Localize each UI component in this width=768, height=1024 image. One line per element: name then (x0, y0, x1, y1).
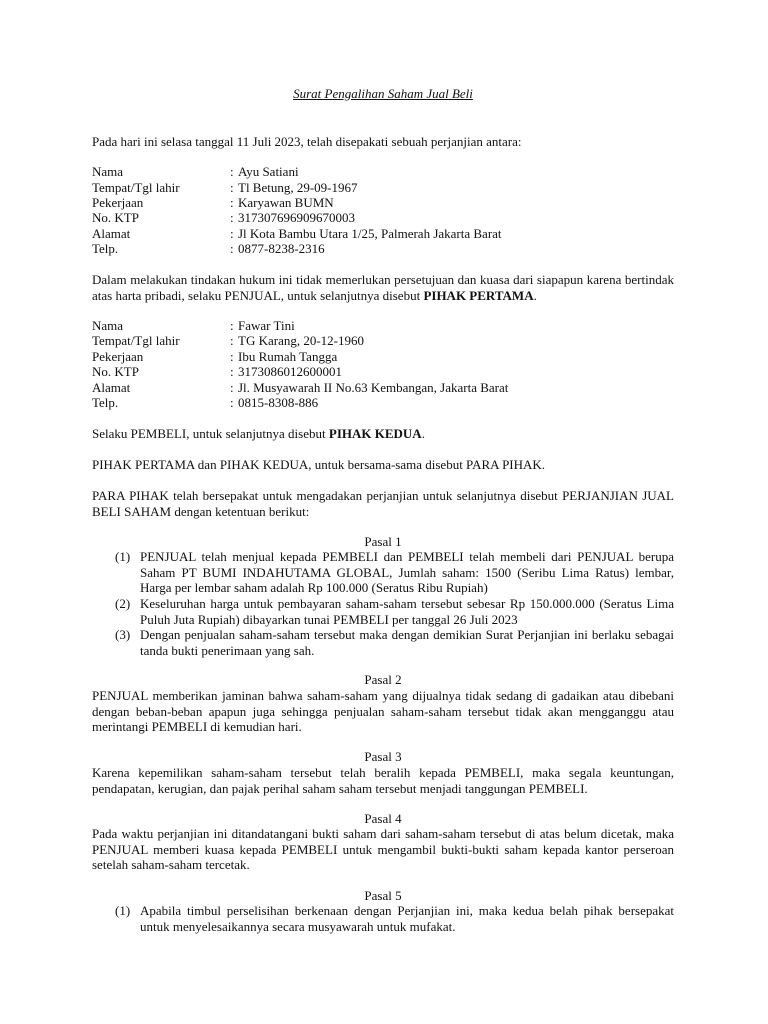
field-label: Nama (92, 318, 124, 333)
field-value: Fawar Tini (238, 318, 295, 333)
field-colon: : (230, 380, 234, 395)
pasal1-item (92, 596, 674, 627)
pasal1-item (92, 627, 674, 658)
item-number: (1) (115, 549, 131, 564)
document-title: Surat Pengalihan Saham Jual Beli (293, 86, 473, 101)
field-colon: : (230, 241, 234, 256)
field-label: Pekerjaan (92, 349, 144, 364)
pasal2-text: PENJUAL memberikan jaminan bahwa saham-saham yang dijualnya tidak sedang di gadaikan atau dibebani dengan beban-beban apapun juga sehingga penjualan saham-saham tersebut tidak akan mengganggu atau merintangi PEMBELI di kemudian hari. (92, 688, 674, 734)
field-value: TG Karang, 20-12-1960 (238, 333, 364, 348)
field-colon: : (230, 226, 234, 241)
field-value: Ibu Rumah Tangga (238, 349, 338, 364)
field-value: Jl Kota Bambu Utara 1/25, Palmerah Jakarta Barat (238, 226, 502, 241)
pasal4-text: Pada waktu perjanjian ini ditandatangani bukti saham dari saham-saham tersebut di atas belum dicetak, maka PENJUAL memberi kuasa kepada PEMBELI untuk mengambil bukti-bukti saham kepada kantor perseroan setelah saham-saham tercetak. (92, 826, 674, 872)
field-value: Tl Betung, 29-09-1967 (238, 180, 358, 195)
field-label: Pekerjaan (92, 195, 144, 210)
item-number: (1) (115, 903, 131, 918)
field-value: 317307696909670003 (238, 210, 355, 225)
item-text: Apabila timbul perselisihan berkenaan dengan Perjanjian ini, maka kedua belah pihak bersepakat untuk menyelesaikannya secara musyawarah untuk mufakat. (140, 903, 674, 934)
field-label: Alamat (92, 380, 131, 395)
party1-row-ktp (92, 210, 674, 226)
field-label: Telp. (92, 395, 119, 410)
field-value: Ayu Satiani (238, 164, 299, 179)
pasal3-text: Karena kepemilikan saham-saham tersebut telah beralih kepada PEMBELI, maka segala keuntungan, pendapatan, kerugian, dan pajak perihal saham saham tersebut menjadi tanggungan PEMBELI. (92, 765, 674, 796)
field-label: Alamat (92, 226, 131, 241)
party2-row-phone (92, 395, 674, 411)
field-value: 3173086012600001 (238, 364, 342, 379)
field-colon: : (230, 180, 234, 195)
pasal5-heading: Pasal 5 (364, 888, 402, 903)
party1-row-address (92, 226, 674, 242)
party2-statement: Selaku PEMBELI, untuk selanjutnya disebut PIHAK KEDUA. (92, 426, 425, 441)
item-text: Dengan penjualan saham-saham tersebut maka dengan demikian Surat Perjanjian ini berlaku sebagai tanda bukti penerimaan yang sah. (140, 627, 674, 658)
parties-together-statement: PIHAK PERTAMA dan PIHAK KEDUA, untuk bersama-sama disebut PARA PIHAK. (92, 457, 546, 472)
pasal4-heading: Pasal 4 (364, 811, 402, 826)
field-label: Nama (92, 164, 124, 179)
party1-row-occupation (92, 195, 674, 211)
party1-row-phone (92, 241, 674, 257)
field-value: Jl. Musyawarah II No.63 Kembangan, Jakarta Barat (238, 380, 509, 395)
party1-designation: PIHAK PERTAMA (423, 287, 534, 303)
item-text: PENJUAL telah menjual kepada PEMBELI dan PEMBELI telah membeli dari PENJUAL berupa Saham PT BUMI INDAHUTAMA GLOBAL, Jumlah saham: 1500 (Seribu Lima Ratus) lembar, Harga per lembar saham adalah Rp 100.000 (Seratus Ribu Rupiah) (140, 549, 674, 595)
field-colon: : (230, 395, 234, 410)
pasal1-heading: Pasal 1 (364, 534, 402, 549)
pasal3-heading: Pasal 3 (364, 749, 402, 764)
pasal2-heading: Pasal 2 (364, 672, 402, 687)
party1-row-nama (92, 164, 674, 180)
field-label: Telp. (92, 241, 119, 256)
field-label: Tempat/Tgl lahir (92, 333, 180, 348)
party2-designation: PIHAK KEDUA (328, 426, 422, 441)
field-colon: : (230, 318, 234, 333)
field-colon: : (230, 349, 234, 364)
item-number: (2) (115, 596, 131, 611)
field-value: 0877-8238-2316 (238, 241, 325, 256)
field-colon: : (230, 333, 234, 348)
field-colon: : (230, 195, 234, 210)
field-colon: : (230, 364, 234, 379)
party1-row-birth (92, 180, 674, 196)
party2-row-birth (92, 333, 674, 349)
field-label: No. KTP (92, 210, 139, 225)
party2-row-address (92, 380, 674, 396)
pasal1-item (92, 549, 674, 596)
field-label: No. KTP (92, 364, 139, 379)
field-value: 0815-8308-886 (238, 395, 319, 410)
opening-statement: Pada hari ini selasa tanggal 11 Juli 2023, telah disepakati sebuah perjanjian antara: (92, 134, 522, 149)
party1-statement: Dalam melakukan tindakan hukum ini tidak memerlukan persetujuan dan kuasa dari siapapun karena bertindak atas harta pribadi, selaku PENJUAL, untuk selanjutnya disebut PIHAK PERTAMA. (92, 272, 674, 303)
party2-row-nama (92, 318, 674, 334)
item-number: (3) (115, 627, 131, 642)
agreement-intro: PARA PIHAK telah bersepakat untuk mengadakan perjanjian untuk selanjutnya disebut PERJANJIAN JUAL BELI SAHAM dengan ketentuan berikut: (92, 488, 674, 519)
document-page (92, 0, 674, 1024)
field-label: Tempat/Tgl lahir (92, 180, 180, 195)
field-colon: : (230, 164, 234, 179)
pasal5-item (92, 903, 674, 934)
item-text: Keseluruhan harga untuk pembayaran saham-saham tersebut sebesar Rp 150.000.000 (Seratus Lima Puluh Juta Rupiah) dibayarkan tunai PEMBELI per tanggal 26 Juli 2023 (140, 596, 674, 627)
party2-row-occupation (92, 349, 674, 365)
party2-row-ktp (92, 364, 674, 380)
field-colon: : (230, 210, 234, 225)
field-value: Karyawan BUMN (238, 195, 334, 210)
